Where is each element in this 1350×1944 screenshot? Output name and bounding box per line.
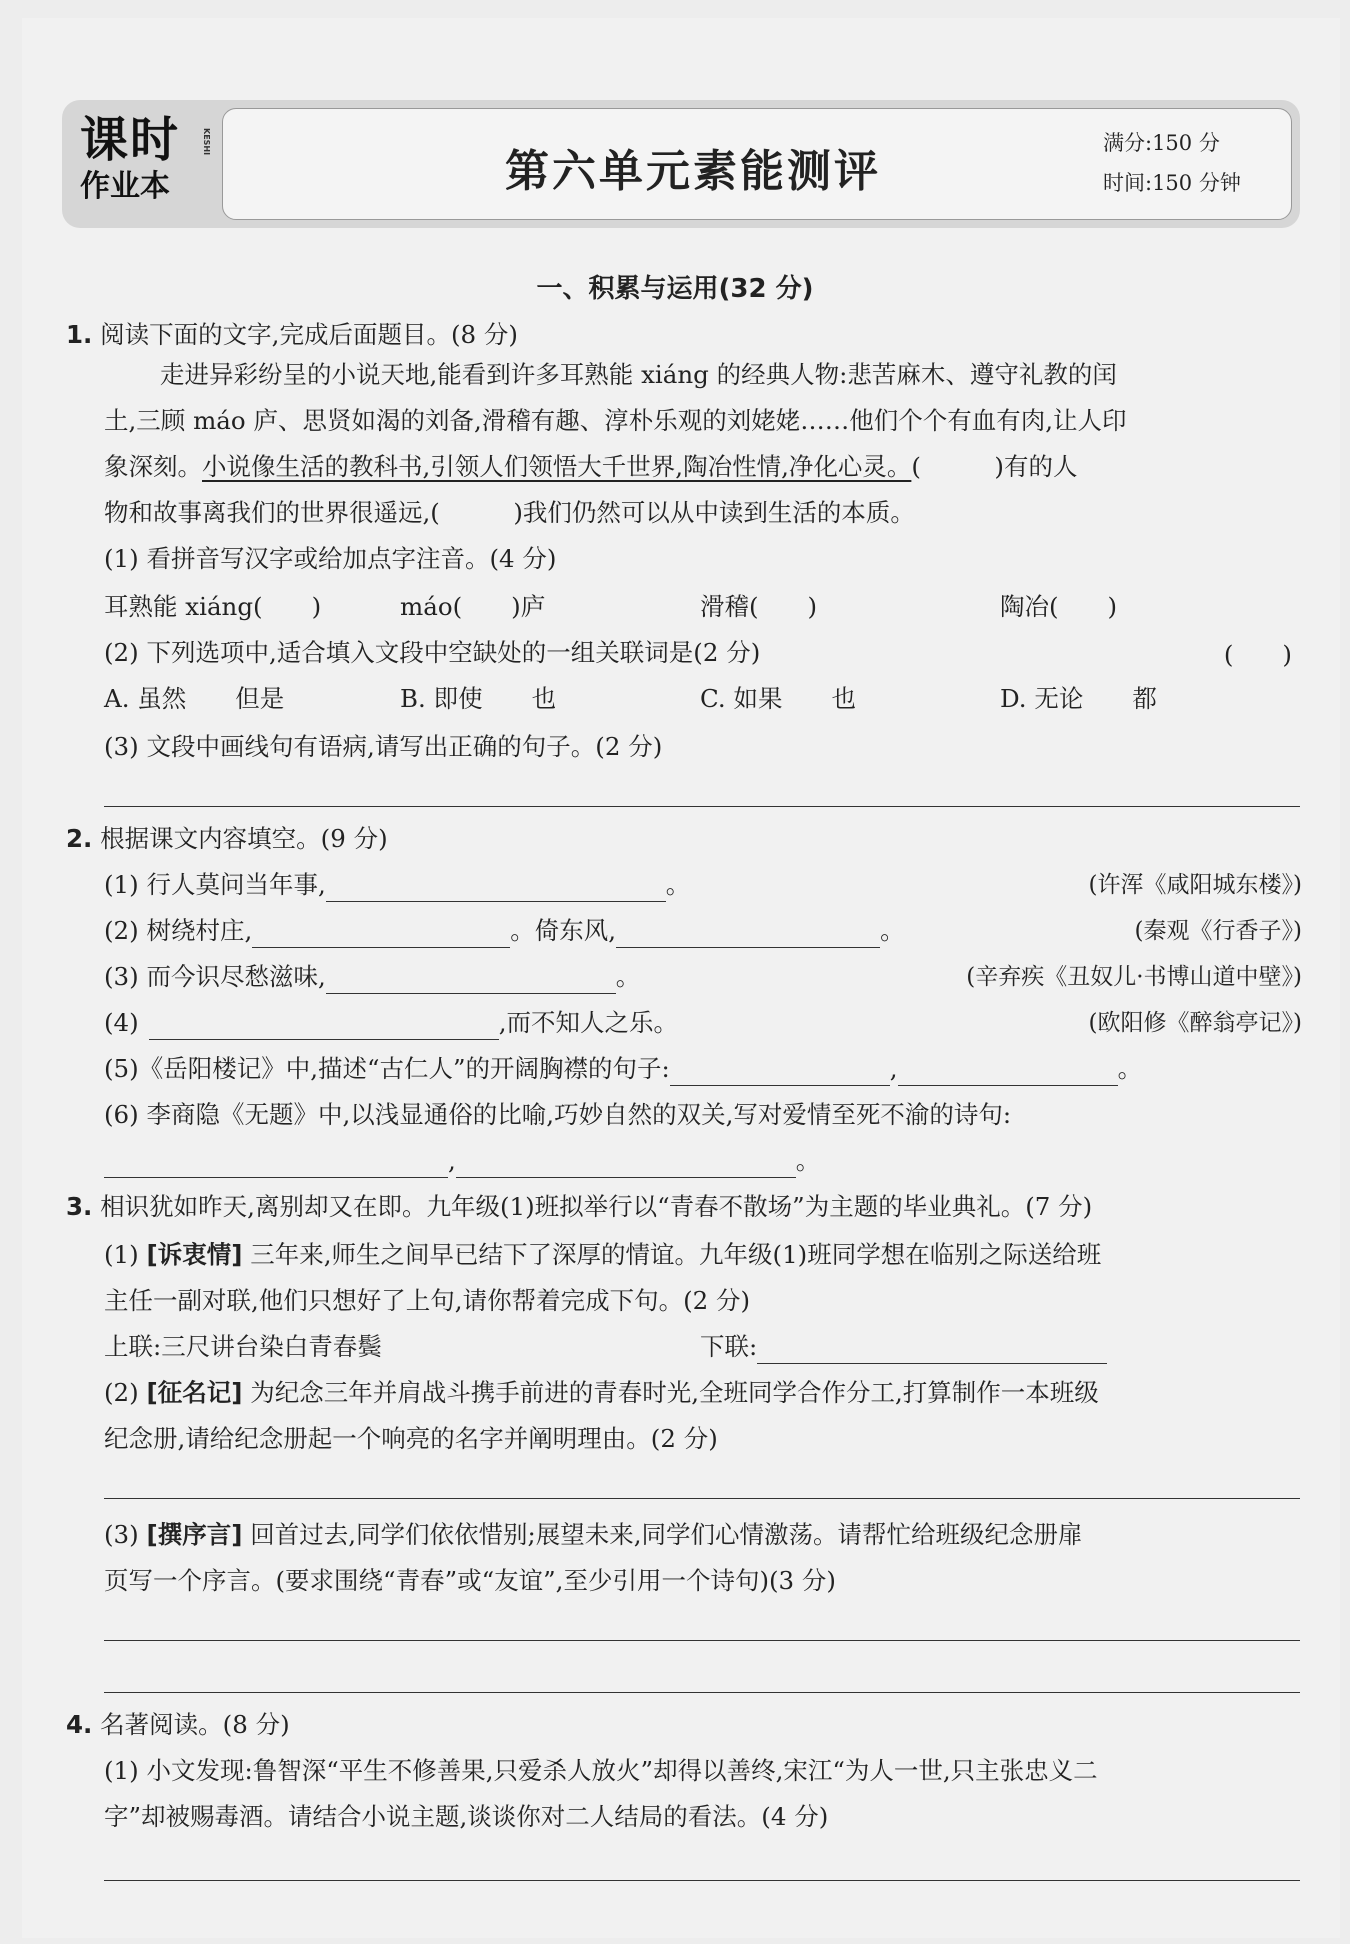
q2-number: 2. <box>66 824 93 853</box>
q3-sub3-tag: [撰序言] <box>146 1520 243 1549</box>
q3-upper-couplet: 上联:三尺讲台染白青春鬓 <box>104 1332 382 1361</box>
q2-item6-answer <box>104 1144 820 1178</box>
q3-sub3-line2: 页写一个序言。(要求围绕“青春”或“友谊”,至少引用一个诗句)(3 分) <box>104 1566 836 1595</box>
q3-sub2-line1 <box>104 1376 1099 1410</box>
q2-heading <box>66 822 388 856</box>
q1-passage-start: 象深刻。 <box>104 452 202 481</box>
q2-item5-blank-a[interactable] <box>670 1059 890 1086</box>
exam-meta <box>1103 123 1241 203</box>
q1-passage-line3 <box>104 450 1078 484</box>
q2-item5-comma: , <box>889 1054 898 1083</box>
q2-item4 <box>104 1006 678 1040</box>
q3-text: 相识犹如昨天,离别却又在即。九年级(1)班拟举行以“青春不散场”为主题的毕业典礼。(7 分) <box>100 1192 1093 1221</box>
q2-item4-blank[interactable] <box>149 1013 499 1040</box>
q1-number: 1. <box>66 320 93 349</box>
q3-lower-label: 下联: <box>700 1332 758 1361</box>
q2-item2-source: (秦观《行香子》) <box>1134 918 1302 944</box>
header-banner <box>62 100 1300 228</box>
q1-option-b[interactable]: B. 即使 也 <box>400 684 557 713</box>
q3-sub3-text: 回首过去,同学们依依惜别;展望未来,同学们心情激荡。请帮忙给班级纪念册扉 <box>250 1520 1083 1549</box>
q1-passage-line1: 走进异彩纷呈的小说天地,能看到许多耳熟能 xiáng 的经典人物:悲苦麻木、遵守礼教的闰 <box>160 360 1117 389</box>
q1-passage-end: ( )有的人 <box>911 452 1078 481</box>
q2-item1-period: 。 <box>665 870 691 899</box>
q3-sub2-tag: [征名记] <box>146 1378 243 1407</box>
q2-item2-blank-b[interactable] <box>616 921 880 948</box>
q3-sub3-number: (3) <box>104 1520 139 1549</box>
q2-item5-text: (5)《岳阳楼记》中,描述“古仁人”的开阔胸襟的句子: <box>104 1054 670 1083</box>
section-title: 一、积累与运用(32 分) <box>536 274 814 304</box>
q3-sub2-text: 为纪念三年并肩战斗携手前进的青春时光,全班同学合作分工,打算制作一本班级 <box>250 1378 1099 1407</box>
q1-answer-line[interactable] <box>104 806 1300 807</box>
q2-item1-text: (1) 行人莫问当年事, <box>104 870 326 899</box>
q2-text: 根据课文内容填空。(9 分) <box>100 824 388 853</box>
q3-sub2-answer-line[interactable] <box>104 1498 1300 1499</box>
q2-item3 <box>104 960 640 994</box>
q3-sub1-line2: 主任一副对联,他们只想好了上句,请你帮着完成下句。(2 分) <box>104 1286 751 1315</box>
q2-item4-text-a: (4) <box>104 1008 139 1037</box>
q2-item6-blank-b[interactable] <box>456 1151 796 1178</box>
q3-sub3-line1 <box>104 1518 1083 1552</box>
q2-item3-period: 。 <box>615 962 641 991</box>
q3-sub1-tag: [诉衷情] <box>146 1240 243 1269</box>
q1-sub1-item-b[interactable]: máo( )庐 <box>400 592 546 621</box>
q1-option-a[interactable]: A. 虽然 但是 <box>104 684 285 713</box>
q3-lower-blank[interactable] <box>757 1337 1107 1364</box>
logo <box>80 112 210 216</box>
q2-item6-period: 。 <box>795 1146 821 1175</box>
logo-tag: KESHI <box>202 128 211 156</box>
q3-sub1-line1 <box>104 1238 1101 1272</box>
q3-number: 3. <box>66 1192 93 1221</box>
q3-sub1-text: 三年来,师生之间早已结下了深厚的情谊。九年级(1)班同学想在临别之际送给班 <box>250 1240 1102 1269</box>
q3-sub3-answer-line2[interactable] <box>104 1692 1300 1693</box>
q1-option-d[interactable]: D. 无论 都 <box>1000 684 1157 713</box>
q1-sub2-answer-bracket[interactable]: ( ) <box>1223 640 1292 669</box>
q1-sub1-item-a[interactable]: 耳熟能 xiáng( ) <box>104 592 322 621</box>
q2-item6-blank-a[interactable] <box>104 1151 448 1178</box>
q2-item2 <box>104 914 905 948</box>
q3-sub2-number: (2) <box>104 1378 139 1407</box>
q2-item2-blank-a[interactable] <box>252 921 510 948</box>
q4-number: 4. <box>66 1710 93 1739</box>
q1-sub1: (1) 看拼音写汉字或给加点字注音。(4 分) <box>104 544 557 573</box>
q2-item5 <box>104 1052 1142 1086</box>
q2-item2-text-a: (2) 树绕村庄, <box>104 916 253 945</box>
q1-text: 阅读下面的文字,完成后面题目。(8 分) <box>100 320 518 349</box>
q1-passage-line2: 土,三顾 máo 庐、思贤如渴的刘备,滑稽有趣、淳朴乐观的刘姥姥……他们个个有血有肉,让人印 <box>104 406 1127 435</box>
q2-item1-blank[interactable] <box>326 875 666 902</box>
q2-item4-source: (欧阳修《醉翁亭记》) <box>1088 1010 1302 1036</box>
q4-heading <box>66 1708 290 1742</box>
q1-sub1-item-d[interactable]: 陶冶( ) <box>1000 592 1118 621</box>
q2-item1 <box>104 868 690 902</box>
q3-lower-couplet <box>700 1330 1107 1364</box>
q1-option-c[interactable]: C. 如果 也 <box>700 684 856 713</box>
q1-sub3: (3) 文段中画线句有语病,请写出正确的句子。(2 分) <box>104 732 663 761</box>
q2-item2-period: 。 <box>880 916 905 945</box>
q3-sub2-line2: 纪念册,请给纪念册起一个响亮的名字并阐明理由。(2 分) <box>104 1424 718 1453</box>
q4-text: 名著阅读。(8 分) <box>100 1710 290 1739</box>
q4-sub1-line1: (1) 小文发现:鲁智深“平生不修善果,只爱杀人放火”却得以善终,宋江“为人一世,只主张忠义二 <box>104 1756 1098 1785</box>
q4-answer-line[interactable] <box>104 1880 1300 1881</box>
q3-sub1-number: (1) <box>104 1240 139 1269</box>
q3-heading <box>66 1190 1092 1224</box>
q2-item3-blank[interactable] <box>326 967 616 994</box>
q2-item6: (6) 李商隐《无题》中,以浅显通俗的比喻,巧妙自然的双关,写对爱情至死不渝的诗句: <box>104 1100 1012 1129</box>
q1-sub1-item-c[interactable]: 滑稽( ) <box>700 592 818 621</box>
q2-item1-source: (许浑《咸阳城东楼》) <box>1088 872 1302 898</box>
q2-item5-blank-b[interactable] <box>898 1059 1118 1086</box>
page-title: 第六单元素能测评 <box>505 146 881 197</box>
q1-sub2: (2) 下列选项中,适合填入文段中空缺处的一组关联词是(2 分) <box>104 638 761 667</box>
q1-passage-line4: 物和故事离我们的世界很遥远,( )我们仍然可以从中读到生活的本质。 <box>104 498 915 527</box>
logo-line2: 作业本 <box>80 169 170 204</box>
q3-sub3-answer-line1[interactable] <box>104 1640 1300 1641</box>
q2-item5-period: 。 <box>1117 1054 1143 1083</box>
q2-item2-text-b: 。倚东风, <box>510 916 617 945</box>
logo-line1: 课时 <box>80 112 181 168</box>
title-box <box>222 108 1292 220</box>
q1-underlined-sentence: 小说像生活的教科书,引领人们领悟大千世界,陶冶性情,净化心灵。 <box>202 452 912 481</box>
full-score: 满分:150 分 <box>1103 131 1220 155</box>
q2-item3-text: (3) 而今识尽愁滋味, <box>104 962 326 991</box>
q2-item6-comma: , <box>448 1146 456 1175</box>
q1-heading <box>66 318 518 352</box>
time-limit: 时间:150 分钟 <box>1103 171 1241 195</box>
q2-item3-source: (辛弃疾《丑奴儿·书博山道中壁》) <box>966 964 1302 990</box>
q4-sub1-line2: 字”却被赐毒酒。请结合小说主题,谈谈你对二人结局的看法。(4 分) <box>104 1802 829 1831</box>
q2-item4-text-b: ,而不知人之乐。 <box>498 1008 679 1037</box>
